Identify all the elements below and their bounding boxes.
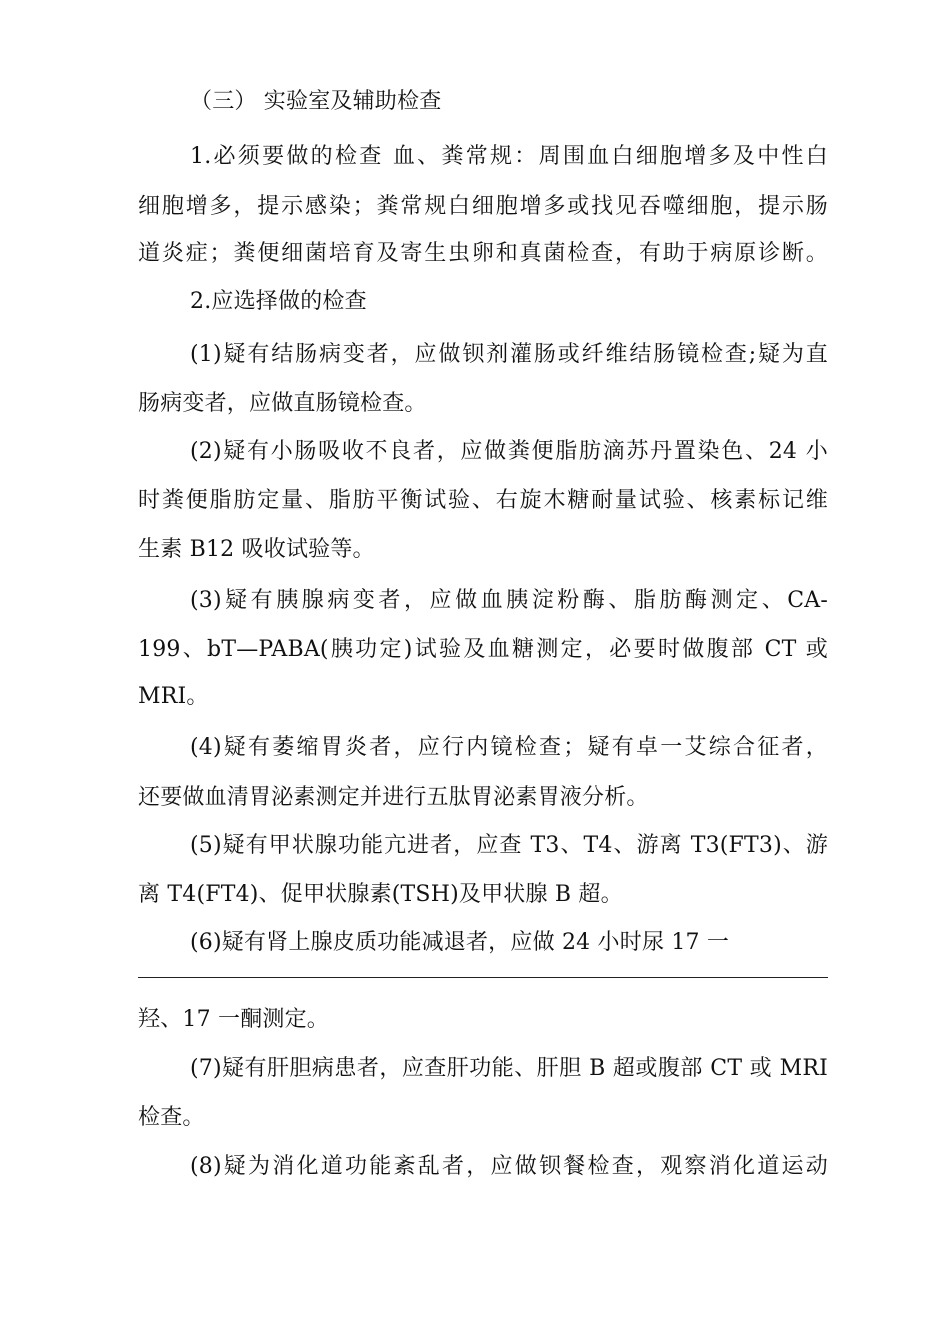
paragraph-line: 离 T4(FT4)、促甲状腺素(TSH)及甲状腺 B 超。 [138, 882, 623, 907]
paragraph-line: MRI。 [138, 684, 209, 709]
paragraph-line: 还要做血清胃泌素测定并进行五肽胃泌素胃液分析。 [138, 785, 649, 810]
paragraph-line: 199、bT—PABA(胰功定)试验及血糖测定，必要时做腹部 CT 或 [138, 637, 828, 662]
paragraph-line: (2)疑有小肠吸收不良者，应做粪便脂肪滴苏丹置染色、24 小 [190, 439, 828, 464]
paragraph-line: 道炎症；粪便细菌培育及寄生虫卵和真菌检查，有助于病原诊断。 [138, 241, 828, 266]
page-break-rule [138, 977, 828, 978]
subsection-heading: 2.应选择做的检查 [190, 289, 367, 314]
paragraph-line: (5)疑有甲状腺功能亢进者，应查 T3、T4、游离 T3(FT3)、游 [190, 833, 828, 858]
paragraph-line: (4)疑有萎缩胃炎者，应行内镜检查；疑有卓一艾综合征者， [190, 735, 828, 760]
paragraph-line: 羟、17 一酮测定。 [138, 1007, 329, 1032]
paragraph-line: (7)疑有肝胆病患者，应查肝功能、肝胆 B 超或腹部 CT 或 MRI [190, 1056, 828, 1081]
paragraph-line: (3)疑有胰腺病变者，应做血胰淀粉酶、脂肪酶测定、CA- [190, 588, 828, 613]
paragraph-line: 时粪便脂肪定量、脂肪平衡试验、右旋木糖耐量试验、核素标记维 [138, 488, 828, 513]
paragraph-line: (1)疑有结肠病变者，应做钡剂灌肠或纤维结肠镜检查;疑为直 [190, 342, 828, 367]
paragraph-line: 检查。 [138, 1105, 205, 1130]
paragraph-line: (8)疑为消化道功能紊乱者，应做钡餐检查，观察消化道运动 [190, 1154, 828, 1179]
paragraph-line: 肠病变者，应做直肠镜检查。 [138, 391, 427, 416]
section-heading: （三） 实验室及辅助检查 [190, 89, 442, 114]
paragraph-line: 1.必须要做的检查 血、粪常规：周围血白细胞增多及中性白 [190, 144, 828, 169]
paragraph-line: (6)疑有肾上腺皮质功能减退者，应做 24 小时尿 17 一 [190, 930, 730, 955]
paragraph-line: 细胞增多，提示感染；粪常规白细胞增多或找见吞噬细胞，提示肠 [138, 194, 828, 219]
paragraph-line: 生素 B12 吸收试验等。 [138, 537, 375, 562]
